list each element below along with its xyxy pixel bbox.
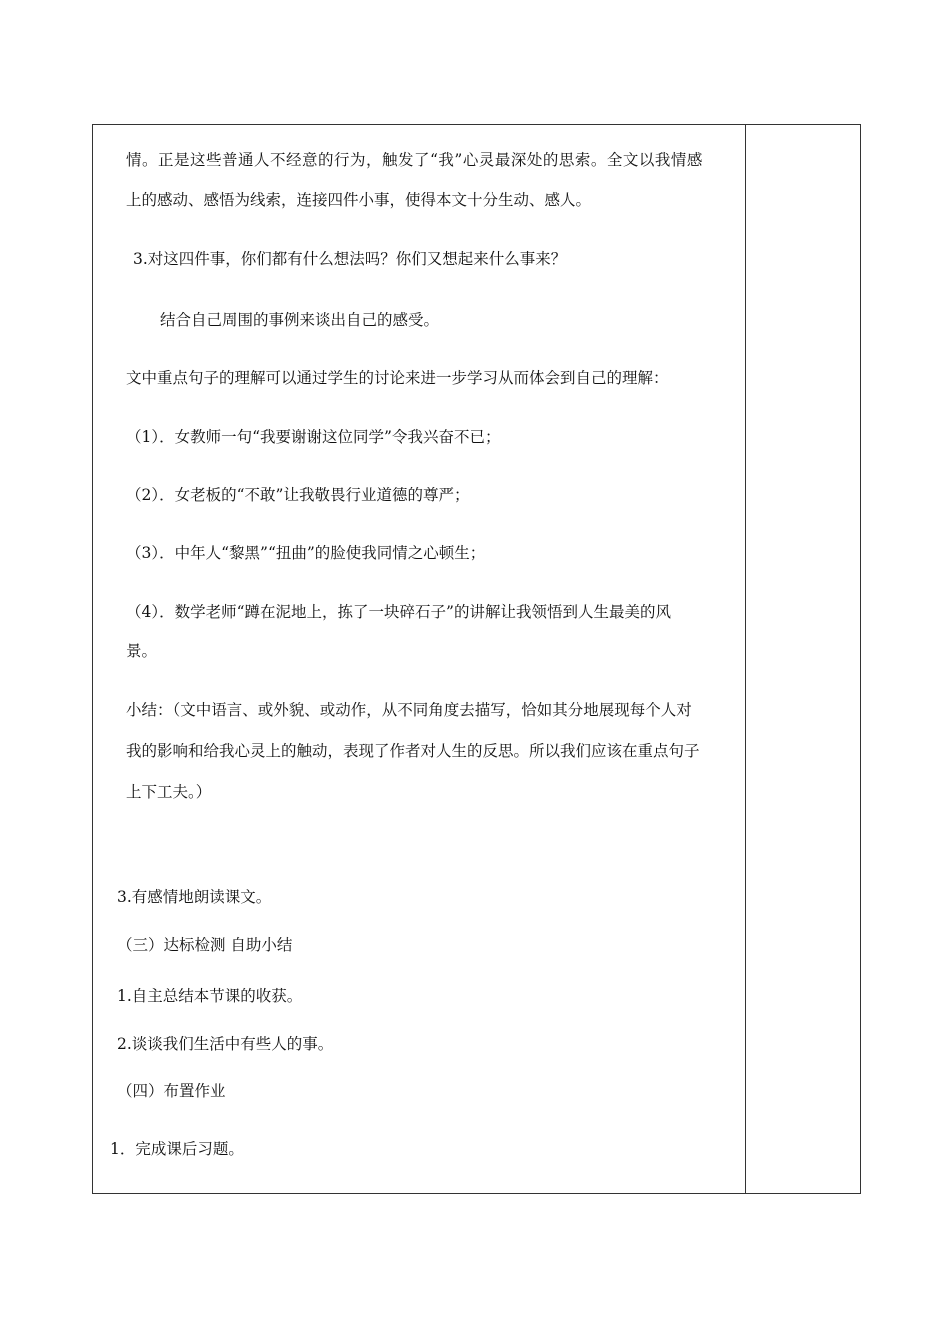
text-line: 结合自己周围的事例来谈出自己的感受。 bbox=[160, 311, 440, 329]
text-line: （4）．数学老师“蹲在泥地上，拣了一块碎石子”的讲解让我领悟到人生最美的风 bbox=[126, 603, 671, 621]
text-line: 1.自主总结本节课的收获。 bbox=[117, 987, 303, 1005]
text-line: （1）．女教师一句“我要谢谢这位同学”令我兴奋不已； bbox=[126, 428, 501, 446]
text-line: 景。 bbox=[126, 642, 158, 660]
text-line: （三）达标检测 自助小结 bbox=[117, 936, 293, 954]
text-line: （3）．中年人“黎黑”“扭曲”的脸使我同情之心顿生； bbox=[126, 544, 486, 562]
text-line: 文中重点句子的理解可以通过学生的讨论来进一步学习从而体会到自己的理解： bbox=[126, 369, 669, 387]
text-line: 3.对这四件事，你们都有什么想法吗？你们又想起来什么事来？ bbox=[133, 250, 567, 268]
text-line: 上下工夫。） bbox=[126, 783, 212, 801]
text-line: 3.有感情地朗读课文。 bbox=[117, 888, 272, 906]
text-line: （2）．女老板的“不敢”让我敬畏行业道德的尊严； bbox=[126, 486, 470, 504]
text-line: 上的感动、感悟为线索，连接四件小事，使得本文十分生动、感人。 bbox=[126, 191, 592, 209]
text-line: 我的影响和给我心灵上的触动，表现了作者对人生的反思。所以我们应该在重点句子 bbox=[126, 742, 700, 760]
text-line: 2.谈谈我们生活中有些人的事。 bbox=[117, 1035, 334, 1053]
text-line: 小结：（文中语言、或外貌、或动作，从不同角度去描写，恰如其分地展现每个人对 bbox=[126, 701, 692, 719]
text-line: 情。正是这些普通人不经意的行为，触发了“我”心灵最深处的思索。全文以我情感 bbox=[126, 151, 703, 169]
text-line: （四）布置作业 bbox=[117, 1082, 226, 1100]
text-line: 1．完成课后习题。 bbox=[110, 1140, 244, 1158]
column-divider bbox=[745, 124, 746, 1194]
